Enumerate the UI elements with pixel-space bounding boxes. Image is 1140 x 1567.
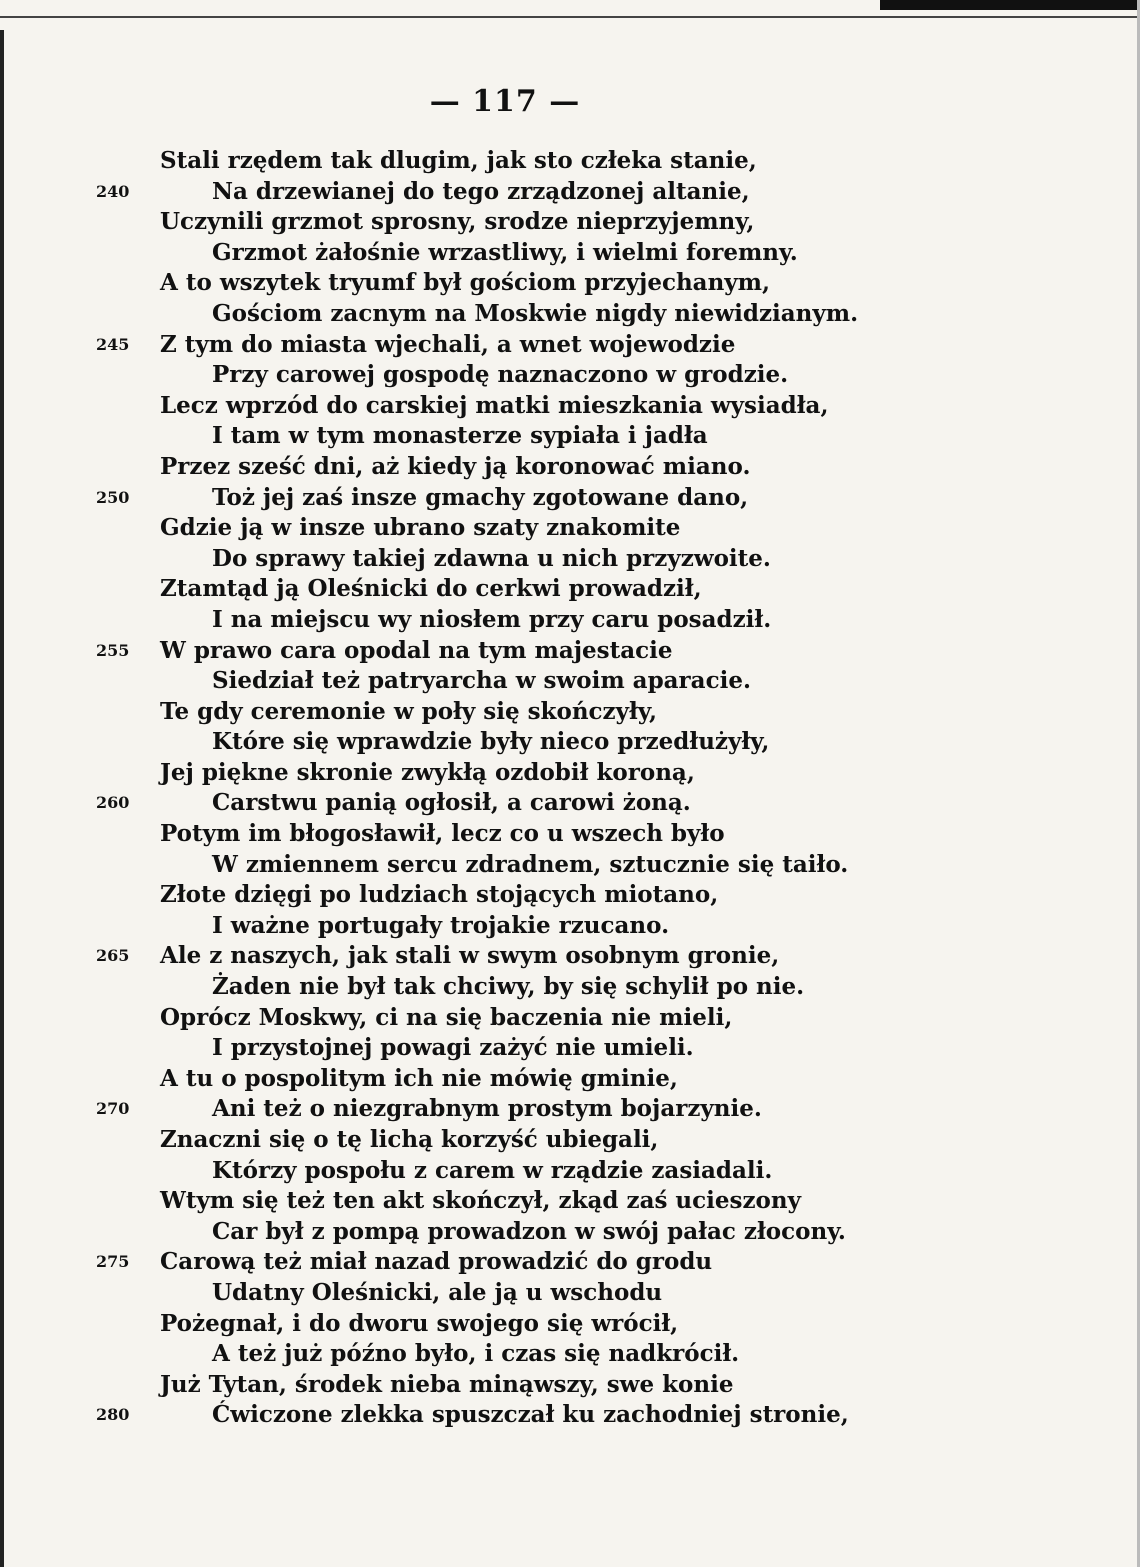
verse-text: Car był z pompą prowadzon w swój pałac złocony.	[212, 1217, 846, 1245]
verse-text: Do sprawy takiej zdawna u nich przyzwoite.	[212, 544, 771, 572]
verse-text: Gdzie ją w insze ubrano szaty znakomite	[160, 514, 681, 542]
verse-line	[0, 605, 1140, 636]
verse-text: Gościom zacnym na Moskwie nigdy niewidzianym.	[212, 299, 859, 327]
line-number: 260	[96, 793, 130, 813]
line-number: 275	[96, 1252, 130, 1272]
verse-line	[0, 1156, 1140, 1187]
verse-text: I ważne portugały trojakie rzucano.	[212, 911, 670, 939]
verse-line	[0, 1064, 1140, 1095]
verse-line	[0, 1278, 1140, 1309]
verse-line	[0, 911, 1140, 942]
verse-line	[0, 299, 1140, 330]
verse-text: W prawo cara opodal na tym majestacie	[160, 636, 673, 664]
verse-line	[0, 1339, 1140, 1370]
verse-line	[0, 788, 1140, 819]
verse-text: Siedział też patryarcha w swoim aparacie.	[212, 667, 751, 695]
line-number: 265	[96, 946, 130, 966]
page-number: — 117 —	[429, 84, 581, 119]
verse-line	[0, 941, 1140, 972]
verse-line	[0, 819, 1140, 850]
verse-text: Lecz wprzód do carskiej matki mieszkania wysiadła,	[160, 391, 829, 419]
verse-text: Ćwiczone zlekka spuszczał ku zachodniej stronie,	[212, 1401, 849, 1429]
verse-line	[0, 1186, 1140, 1217]
verse-text: Które się wprawdzie były nieco przedłużyły,	[212, 728, 770, 756]
verse-text: I tam w tym monasterze sypiała i jadła	[212, 422, 708, 450]
verse-line	[0, 483, 1140, 514]
verse-line	[0, 1094, 1140, 1125]
verse-line	[0, 421, 1140, 452]
verse-line	[0, 880, 1140, 911]
verse-text: Którzy pospołu z carem w rządzie zasiadali.	[212, 1156, 773, 1184]
verse-text: Ale z naszych, jak stali w swym osobnym gronie,	[160, 942, 780, 970]
verse-text: Oprócz Moskwy, ci na się baczenia nie mieli,	[160, 1003, 733, 1031]
line-number: 255	[96, 640, 130, 660]
line-number: 250	[96, 487, 130, 507]
verse-line	[0, 1003, 1140, 1034]
verse-text: Potym im błogosławił, lecz co u wszech było	[160, 820, 725, 848]
verse-text: Grzmot żałośnie wrzastliwy, i wielmi foremny.	[212, 238, 798, 266]
verse-line	[0, 574, 1140, 605]
verse-text: Toż jej zaś insze gmachy zgotowane dano,	[212, 483, 749, 511]
verse-line	[0, 1125, 1140, 1156]
verse-text: Żaden nie był tak chciwy, by się schylił po nie.	[212, 973, 805, 1001]
verse-line	[0, 850, 1140, 881]
line-number: 240	[96, 181, 130, 201]
verse-text: W zmiennem sercu zdradnem, sztucznie się taiło.	[212, 850, 849, 878]
verse-line	[0, 1400, 1140, 1431]
verse-text: Te gdy ceremonie w poły się skończyły,	[160, 697, 657, 725]
verse-line	[0, 177, 1140, 208]
verse-line	[0, 268, 1140, 299]
verse-text: Stali rzędem tak dlugim, jak sto człeka stanie,	[160, 147, 757, 174]
verse-text: Przez sześć dni, aż kiedy ją koronować miano.	[160, 452, 751, 480]
scan-edge-top-dark	[880, 0, 1140, 10]
scan-edge-top	[0, 16, 1140, 18]
line-number: 280	[96, 1405, 130, 1425]
verse-text: A to wszytek tryumf był gościom przyjechanym,	[160, 269, 771, 297]
verse-line	[0, 1370, 1140, 1401]
line-number: 245	[96, 334, 130, 354]
verse-line	[0, 452, 1140, 483]
verse-text: Przy carowej gospodę naznaczono w grodzie.	[212, 361, 789, 389]
verse-block	[0, 146, 1140, 1431]
verse-text: Złote dzięgi po ludziach stojących miotano,	[160, 881, 719, 909]
verse-text: Carową też miał nazad prowadzić do grodu	[160, 1248, 713, 1276]
verse-text: Ztamtąd ją Oleśnicki do cerkwi prowadził,	[160, 575, 702, 603]
verse-line	[0, 1247, 1140, 1278]
verse-text: I przystojnej powagi zażyć nie umieli.	[212, 1034, 694, 1062]
verse-line	[0, 1309, 1140, 1340]
verse-text: Znaczni się o tę lichą korzyść ubiegali,	[160, 1126, 659, 1153]
verse-line	[0, 207, 1140, 238]
verse-text: A też już późno było, i czas się nadkrócił.	[212, 1340, 740, 1368]
verse-text: Uczynili grzmot sprosny, srodze nieprzyjemny,	[160, 208, 755, 236]
verse-line	[0, 666, 1140, 697]
verse-text: Pożegnał, i do dworu swojego się wrócił,	[160, 1309, 679, 1337]
verse-text: Z tym do miasta wjechali, a wnet wojewodzie	[160, 330, 736, 358]
verse-line	[0, 544, 1140, 575]
verse-line	[0, 1217, 1140, 1248]
verse-text: A tu o pospolitym ich nie mówię gminie,	[160, 1064, 678, 1092]
verse-line	[0, 360, 1140, 391]
verse-text: Już Tytan, środek nieba minąwszy, swe konie	[160, 1370, 734, 1398]
verse-line	[0, 758, 1140, 789]
verse-line	[0, 697, 1140, 728]
verse-line	[0, 636, 1140, 667]
verse-text: Na drzewianej do tego zrządzonej altanie,	[212, 177, 750, 205]
verse-line	[0, 513, 1140, 544]
line-number: 270	[96, 1099, 130, 1119]
verse-line	[0, 330, 1140, 361]
verse-line	[0, 1033, 1140, 1064]
verse-text: Jej piękne skronie zwykłą ozdobił koroną,	[160, 758, 695, 786]
verse-line	[0, 391, 1140, 422]
verse-line	[0, 238, 1140, 269]
verse-text: I na miejscu wy niosłem przy caru posadził.	[212, 605, 772, 633]
verse-line	[0, 972, 1140, 1003]
verse-line	[0, 727, 1140, 758]
verse-line	[0, 146, 1140, 177]
verse-text: Wtym się też ten akt skończył, zkąd zaś ucieszony	[160, 1187, 801, 1215]
verse-text: Ani też o niezgrabnym prostym bojarzynie.	[212, 1095, 762, 1123]
verse-text: Udatny Oleśnicki, ale ją u wschodu	[212, 1278, 663, 1306]
verse-text: Carstwu panią ogłosił, a carowi żoną.	[212, 789, 691, 817]
